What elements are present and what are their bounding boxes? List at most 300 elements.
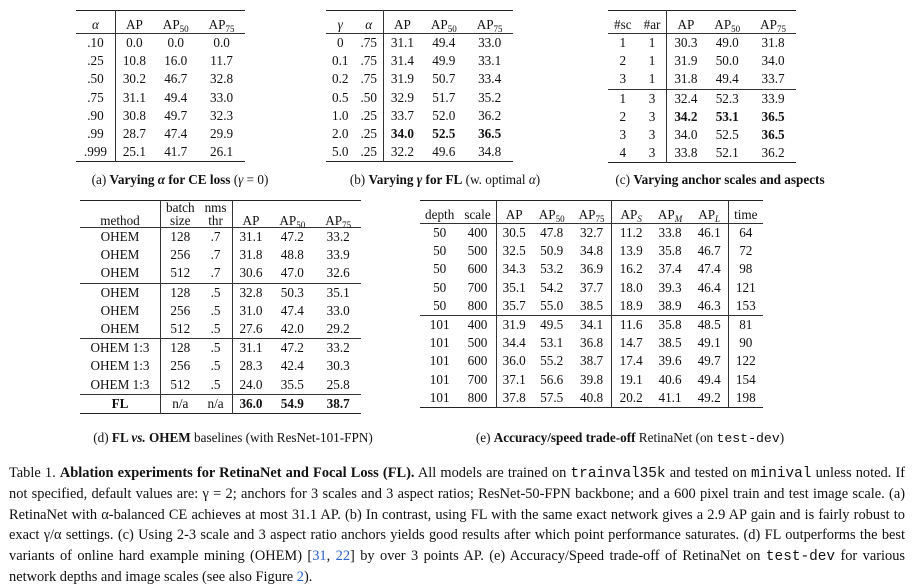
table-cell: 34.8	[478, 144, 502, 160]
table-cell: 33.1	[478, 53, 502, 69]
table-cell: 33.7	[761, 71, 785, 87]
table-cell: 50.7	[432, 71, 456, 87]
table-b-caption: (b) Varying γ for FL (w. optimal α)	[349, 172, 541, 187]
table-cell: 0.2	[332, 71, 349, 87]
table-cell: 25.1	[122, 144, 146, 160]
table-cell: 33.8	[658, 225, 682, 240]
table-cell: 11.6	[612, 316, 650, 335]
citation-link-22[interactable]: 22	[335, 547, 351, 564]
table-cell: 38.7	[572, 352, 612, 370]
table-cell: 101	[429, 353, 450, 369]
table-cell: 49.7	[164, 107, 188, 123]
table-cell: 31.9	[390, 71, 414, 87]
table-cell: 700	[459, 279, 496, 297]
table-a-panel	[76, 10, 245, 162]
table-cell: 5.0	[332, 144, 349, 160]
table-cell: 10.8	[122, 53, 146, 69]
table-cell: 46.3	[690, 297, 728, 316]
table-cell: 1	[638, 52, 667, 70]
table-cell: 46.7	[164, 71, 188, 87]
table-cell: .99	[76, 125, 115, 143]
table-cell: 128	[161, 283, 200, 302]
table-cell: 47.0	[280, 265, 304, 281]
table-cell: .5	[200, 302, 232, 320]
table-row	[608, 126, 796, 144]
table-cell: 55.2	[540, 353, 564, 369]
table-cell: 16.2	[619, 261, 643, 277]
table-cell: .7	[200, 264, 232, 283]
table-cell: 32.8	[232, 283, 269, 302]
table-cell: 14.7	[619, 335, 643, 351]
table-cell: .5	[200, 376, 232, 395]
table-cell: 55.0	[540, 297, 564, 313]
table-cell: 0.5	[332, 89, 349, 105]
table-cell: 11.2	[619, 225, 643, 240]
table-cell: 33.2	[326, 229, 350, 244]
table-cell: 700	[459, 371, 496, 389]
table-cell: .25	[76, 52, 115, 70]
table-row	[608, 34, 796, 53]
table-e-caption: (e) Accuracy/speed trade-off RetinaNet (on test-dev)	[475, 430, 785, 446]
table-cell: 35.1	[315, 283, 361, 302]
table-cell: 36.0	[502, 353, 526, 369]
table-cell: OHEM 1:3	[80, 376, 161, 395]
table-b-header-ap: AP	[383, 11, 420, 34]
table-cell: 54.9	[269, 394, 315, 413]
table-c-caption: (c) Varying anchor scales and aspects	[615, 172, 825, 187]
table-cell: n/a	[161, 394, 200, 413]
table-row	[80, 246, 361, 264]
table-cell: 30.2	[122, 71, 146, 87]
table-cell: 31.8	[761, 35, 785, 50]
table-cell: 2	[619, 108, 627, 124]
table-cell: 49.4	[690, 371, 728, 389]
table-cell: 30.8	[122, 107, 146, 123]
table-cell: 26.1	[210, 144, 234, 160]
table-cell: 122	[735, 353, 756, 369]
table-row	[76, 52, 245, 70]
table-b-panel	[326, 10, 513, 162]
table-cell: 800	[459, 297, 496, 316]
table-cell: 34.3	[502, 261, 526, 277]
table-cell: 52.0	[432, 107, 456, 123]
table-cell: 36.8	[572, 334, 612, 352]
table-row	[420, 352, 763, 370]
table-cell: 31.1	[122, 89, 146, 105]
table-cell: 16.0	[164, 53, 188, 69]
table-cell: 256	[170, 302, 191, 318]
table-row	[420, 334, 763, 352]
table-cell: OHEM	[80, 302, 161, 320]
table-cell: 33.0	[210, 89, 234, 105]
table-row	[80, 228, 361, 247]
table-c-header-ap50: $AP_{50}$	[704, 11, 750, 34]
table-d-caption: (d) FL vs. OHEM baselines (with ResNet-101-FPN)	[93, 430, 373, 445]
table-d-header-ap75: $AP_{75}$	[315, 201, 361, 228]
table-cell: 2	[619, 53, 627, 69]
table-cell: 46.1	[690, 224, 728, 243]
table-cell: 48.8	[280, 247, 304, 263]
table-c-panel	[608, 10, 796, 163]
table-cell: .75	[76, 89, 115, 107]
table-cell: 4	[619, 145, 627, 161]
table-row	[76, 34, 245, 53]
table-cell: 35.1	[502, 279, 526, 295]
table-row	[326, 143, 513, 162]
table-cell: 46.4	[690, 279, 728, 297]
table-cell: 11.7	[210, 53, 233, 69]
table-cell: .25	[354, 107, 383, 125]
table-a	[76, 10, 245, 162]
table-cell: 32.4	[667, 89, 704, 108]
table-cell: 33.9	[326, 247, 350, 263]
table-b	[326, 10, 513, 162]
table-cell: 40.6	[658, 371, 682, 387]
table-cell: 154	[735, 371, 756, 387]
table-cell: 30.5	[502, 225, 526, 240]
table-d-header-ap50: $AP_{50}$	[269, 201, 315, 228]
table-cell: .999	[76, 143, 115, 162]
table-row	[608, 144, 796, 163]
table-cell: 101	[429, 389, 450, 405]
table-cell: 47.4	[164, 126, 188, 142]
table-cell: 47.2	[280, 229, 304, 244]
table-b-header-gamma: γ	[326, 11, 354, 34]
table-cell: 2.0	[332, 126, 349, 142]
table-cell: 56.6	[540, 371, 564, 387]
table-cell: 50	[433, 279, 447, 295]
table-row	[420, 297, 763, 316]
table-cell: 512	[170, 321, 191, 337]
table-cell: 33.2	[315, 339, 361, 358]
table-main-caption: Table 1. Ablation experiments for RetinaNet and Focal Loss (FL). All models are trained on trainval35k and tested on minival unless noted. If not specified, default values are: γ = 2; anchors for 3 scales and 3 aspect ratios; ResNet-50-FPN backbone; and a 600 pixel train and test image scale. (a) RetinaNet with α-balanced CE achieves at most 31.1 AP. (b) In contrast, using FL with the same exact network gives a 2.9 AP gain and is fairly robust to exact γ/α settings. (c) Using 2-3 scale and 3 aspect ratio anchors yields good results after which point performance saturates. (d) FL outperforms the best variants of online hard example mining (OHEM) [31, 22] by over 3 points AP. (e) Accuracy/Speed trade-off of RetinaNet on test-dev for various network depths and image scales (see also Figure 2).	[9, 465, 906, 586]
table-cell: 47.4	[690, 260, 728, 278]
table-cell: 31.9	[496, 316, 532, 335]
table-cell: 34.1	[572, 316, 612, 335]
table-cell: 42.4	[280, 358, 304, 374]
table-cell: 49.4	[164, 89, 188, 105]
table-cell: 34.8	[572, 242, 612, 260]
table-cell: 36.2	[478, 107, 502, 123]
table-cell: 40.8	[572, 389, 612, 408]
table-e-header-ap: AP	[496, 201, 532, 224]
table-cell: 32.2	[390, 144, 414, 160]
table-cell: 101	[429, 335, 450, 351]
table-cell: 0.0	[213, 35, 230, 50]
table-cell: 39.8	[572, 371, 612, 389]
table-cell: 36.9	[572, 260, 612, 278]
table-e-header-apl: $AP_L$	[690, 201, 728, 224]
table-cell: 29.9	[210, 126, 234, 142]
table-cell: 1	[619, 35, 627, 50]
table-cell: 32.8	[210, 71, 234, 87]
table-cell: .25	[354, 143, 383, 162]
table-cell: 38.5	[658, 335, 682, 351]
table-b-header-alpha: α	[354, 11, 383, 34]
table-cell: 53.1	[715, 108, 739, 124]
table-row	[420, 371, 763, 389]
table-a-header-ap50: $AP_{50}$	[153, 11, 199, 34]
table-cell: 31.0	[239, 302, 263, 318]
table-cell: 38.5	[572, 297, 612, 316]
table-cell: 39.6	[658, 353, 682, 369]
table-cell: 33.7	[390, 107, 414, 123]
table-c	[608, 10, 796, 163]
table-cell: 35.8	[650, 316, 690, 335]
table-cell: 18.9	[619, 297, 643, 313]
table-row	[76, 125, 245, 143]
table-cell: 31.8	[674, 71, 698, 87]
table-cell: 50.9	[540, 243, 564, 259]
table-e-header-apm: $AP_M$	[650, 201, 690, 224]
table-cell: 50	[433, 261, 447, 277]
table-cell: 33.0	[478, 35, 502, 50]
table-cell: 50.3	[269, 283, 315, 302]
table-cell: 33.4	[478, 71, 502, 87]
table-cell: OHEM	[80, 246, 161, 264]
table-cell: 31.1	[239, 229, 263, 244]
table-a-caption: (a) Varying α for CE loss (γ = 0)	[91, 172, 269, 187]
table-row	[80, 357, 361, 375]
table-row	[608, 70, 796, 89]
table-row	[326, 34, 513, 53]
table-cell: 3	[619, 127, 627, 143]
table-cell: 35.7	[502, 297, 526, 313]
table-cell: 32.9	[390, 89, 414, 105]
table-cell: .75	[354, 34, 383, 53]
table-cell: .75	[354, 52, 383, 70]
table-cell: 49.6	[432, 144, 456, 160]
table-cell: 50	[433, 297, 447, 313]
table-e-header-scale: scale	[459, 201, 496, 224]
table-cell: 49.2	[690, 389, 728, 408]
table-cell: 48.5	[690, 316, 728, 335]
table-cell: .90	[76, 107, 115, 125]
table-row	[80, 302, 361, 320]
table-cell: 39.3	[658, 279, 682, 295]
table-cell: 17.4	[619, 353, 643, 369]
table-cell: 49.9	[432, 53, 456, 69]
table-cell: 500	[459, 334, 496, 352]
table-cell: 20.2	[619, 389, 643, 405]
table-row	[420, 224, 763, 243]
table-cell: 28.7	[122, 126, 146, 142]
table-cell: 256	[170, 247, 191, 263]
table-cell: .10	[76, 34, 115, 53]
table-cell: 52.5	[715, 127, 739, 143]
table-cell: 256	[170, 358, 191, 374]
table-cell: 49.4	[432, 35, 456, 50]
table-cell: 47.2	[269, 339, 315, 358]
table-cell: 24.0	[239, 376, 263, 392]
table-cell: 30.6	[239, 265, 263, 281]
table-row	[608, 108, 796, 126]
table-cell: 32.6	[326, 265, 350, 281]
table-cell: 57.5	[540, 389, 564, 405]
table-cell: OHEM 1:3	[80, 339, 161, 358]
table-cell: .5	[200, 320, 232, 339]
table-cell: 32.7	[572, 224, 612, 243]
table-row	[326, 89, 513, 107]
table-row	[420, 316, 763, 335]
table-cell: 0.1	[332, 53, 349, 69]
table-cell: 34.0	[674, 127, 698, 143]
table-row	[420, 260, 763, 278]
table-cell: 3	[638, 144, 667, 163]
table-cell: 41.1	[658, 389, 682, 405]
table-d-panel	[80, 200, 361, 414]
table-d-header-ap: AP	[232, 201, 269, 228]
table-cell: 49.5	[532, 316, 572, 335]
table-cell: OHEM 1:3	[80, 357, 161, 375]
table-d-header-batch: batch size	[161, 201, 200, 228]
table-cell: 33.8	[674, 145, 698, 161]
table-cell: 25.8	[326, 376, 350, 392]
table-row	[608, 52, 796, 70]
table-row	[80, 394, 361, 413]
table-cell: 54.2	[540, 279, 564, 295]
table-cell: 800	[459, 389, 496, 408]
table-cell: 512	[170, 376, 191, 392]
table-cell: 52.5	[432, 126, 456, 142]
table-cell: 50	[433, 243, 447, 259]
table-a-header-ap: AP	[115, 11, 152, 34]
table-cell: .75	[354, 70, 383, 88]
table-cell: 81	[729, 316, 763, 335]
table-cell: 49.0	[715, 35, 739, 50]
table-cell: 400	[459, 316, 496, 335]
citation-link-31[interactable]: 31	[312, 547, 327, 564]
table-row	[420, 242, 763, 260]
table-cell: 72	[739, 243, 753, 259]
table-cell: .7	[200, 228, 232, 247]
table-cell: 400	[459, 224, 496, 243]
table-a-header-ap75: $AP_{75}$	[199, 11, 245, 34]
table-cell: .50	[76, 70, 115, 88]
table-cell: 90	[739, 335, 753, 351]
table-cell: 1	[638, 34, 667, 53]
table-cell: 49.1	[690, 334, 728, 352]
table-cell: .50	[354, 89, 383, 107]
table-row	[80, 320, 361, 339]
table-cell: 36.5	[478, 126, 502, 142]
table-cell: 31.8	[239, 247, 263, 263]
table-cell: 19.1	[619, 371, 643, 387]
table-row	[608, 89, 796, 108]
table-cell: .5	[200, 339, 232, 358]
table-cell: 27.6	[239, 321, 263, 337]
table-row	[326, 70, 513, 88]
table-cell: 42.0	[280, 321, 304, 337]
table-c-header-ar: #ar	[638, 11, 667, 34]
table-row	[76, 89, 245, 107]
table-e-header-time: time	[729, 201, 763, 224]
figure-link-2[interactable]: 2	[296, 569, 304, 586]
table-e-header-aps: $AP_S$	[612, 201, 650, 224]
table-cell: 500	[459, 242, 496, 260]
table-cell: .7	[200, 246, 232, 264]
table-cell: 50.0	[715, 53, 739, 69]
table-cell: 41.7	[164, 144, 188, 160]
table-cell: 32.5	[502, 243, 526, 259]
table-cell: 34.0	[390, 126, 414, 142]
table-cell: 0.0	[167, 35, 184, 50]
table-cell: 98	[739, 261, 753, 277]
table-cell: 37.1	[502, 371, 526, 387]
table-cell: 29.2	[326, 321, 350, 337]
table-cell: 38.7	[315, 394, 361, 413]
table-cell: 3	[638, 108, 667, 126]
table-cell: 0.0	[126, 35, 143, 50]
table-cell: 18.0	[619, 279, 643, 295]
table-cell: FL	[80, 394, 161, 413]
table-cell: 35.2	[478, 89, 502, 105]
table-cell: 0	[336, 35, 344, 50]
table-cell: 47.4	[280, 302, 304, 318]
table-cell: 28.3	[239, 358, 263, 374]
table-cell: 198	[735, 389, 756, 405]
table-row	[326, 107, 513, 125]
table-cell: 32.3	[210, 107, 234, 123]
table-cell: 128	[161, 339, 200, 358]
table-cell: 34.2	[674, 108, 698, 124]
table-row	[80, 376, 361, 395]
table-row	[76, 143, 245, 162]
table-c-header-ap: AP	[667, 11, 704, 34]
table-row	[76, 107, 245, 125]
table-cell: 128	[170, 229, 191, 244]
table-cell: 53.1	[540, 335, 564, 351]
table-cell: 153	[735, 297, 756, 313]
table-row	[326, 125, 513, 143]
table-c-header-sc: #sc	[608, 11, 638, 34]
table-cell: .25	[354, 125, 383, 143]
table-cell: 37.8	[502, 389, 526, 405]
table-cell: 34.0	[761, 53, 785, 69]
table-cell: 1	[608, 89, 638, 108]
table-cell: 36.2	[761, 145, 785, 161]
table-row	[80, 339, 361, 358]
table-cell: 36.5	[761, 108, 785, 124]
table-cell: 47.8	[540, 225, 564, 240]
table-row	[80, 264, 361, 283]
table-row	[326, 52, 513, 70]
table-cell: 1	[638, 70, 667, 89]
table-cell: 50	[433, 225, 447, 240]
table-a-header-alpha: α	[76, 11, 115, 34]
table-cell: 31.4	[390, 53, 414, 69]
table-cell: 46.7	[690, 242, 728, 260]
table-cell: 35.8	[658, 243, 682, 259]
table-cell: 31.9	[674, 53, 698, 69]
table-e-header-depth: depth	[420, 201, 459, 224]
table-d-header-nms: nms thr	[200, 201, 232, 228]
table-cell: OHEM	[80, 264, 161, 283]
table-cell: OHEM	[80, 320, 161, 339]
table-cell: OHEM	[80, 228, 161, 247]
table-cell: n/a	[200, 394, 232, 413]
table-cell: 37.4	[658, 261, 682, 277]
table-row	[420, 389, 763, 408]
table-cell: 33.0	[326, 302, 350, 318]
table-cell: 64	[739, 225, 753, 240]
table-cell: 101	[429, 371, 450, 387]
table-row	[76, 70, 245, 88]
table-cell: .5	[200, 357, 232, 375]
table-cell: 38.9	[658, 297, 682, 313]
table-cell: 51.7	[432, 89, 456, 105]
table-cell: 1.0	[332, 107, 349, 123]
